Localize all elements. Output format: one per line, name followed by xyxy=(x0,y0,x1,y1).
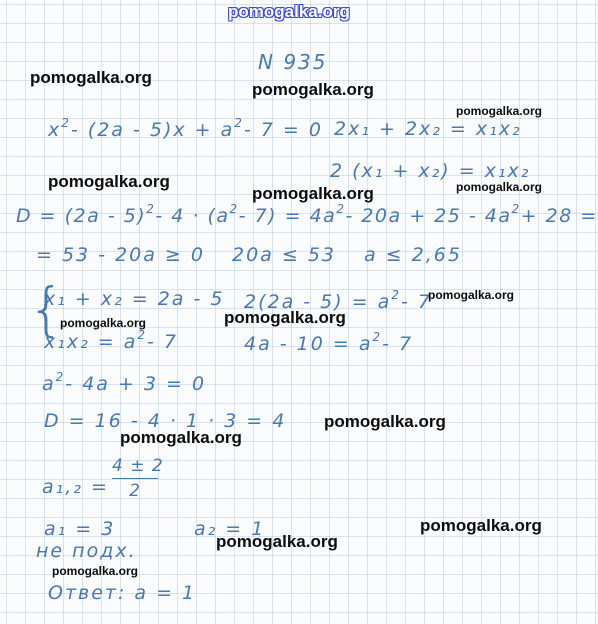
fraction-bar xyxy=(112,478,158,479)
inequality-1: 20a ≤ 53 xyxy=(232,244,336,266)
watermark: pomogalka.org xyxy=(420,516,542,535)
quadratic-in-a: $a^2-$ 4a + 3 = 0 xyxy=(42,370,207,395)
substitution-1: $2(2a - 5) = a^2-$ 7 xyxy=(244,288,432,313)
watermark: pomogalka.org xyxy=(216,532,338,551)
answer: Ответ: a = 1 xyxy=(48,582,197,604)
discriminant-line-2: = 53 - 20a ≥ 0 xyxy=(36,244,205,266)
discriminant-line-1: D = (2a - 5)$^2$- $4 \cdot (a^2-$ $7) = 4a^2-$ $20a + 25 - 4a^2+ 28$ = xyxy=(16,202,598,227)
watermark: pomogalka.org xyxy=(456,180,543,194)
roots-label: a₁,₂ = xyxy=(42,476,109,498)
inequality-2: a ≤ 2,65 xyxy=(364,244,462,266)
vieta-sum: x₁ + x₂ = 2a - 5 xyxy=(44,288,225,310)
substitution-2: $4a - 10 = a^2-$ 7 xyxy=(244,330,414,355)
not-fit-note: не подх. xyxy=(36,540,137,562)
watermark: pomogalka.org xyxy=(252,80,374,99)
system-brace: { xyxy=(28,275,65,343)
watermark: pomogalka.org xyxy=(120,428,242,447)
watermark: pomogalka.org xyxy=(252,184,374,203)
condition-line-2: 2 (x₁ + x₂) = x₁x₂ xyxy=(330,160,531,182)
roots-fraction xyxy=(112,456,164,501)
watermark-top: pomogalka.org xyxy=(228,2,350,21)
watermark: pomogalka.org xyxy=(30,68,152,87)
watermark: pomogalka.org xyxy=(224,308,346,327)
watermark: pomogalka.org xyxy=(456,104,543,118)
roots-numerator: 4 ± 2 xyxy=(112,456,164,476)
watermark: pomogalka.org xyxy=(324,412,446,431)
watermark: pomogalka.org xyxy=(428,288,515,302)
watermark: pomogalka.org xyxy=(48,172,170,191)
vieta-product: $x_1x_2 = a^2-$ 7 xyxy=(44,328,178,353)
root-a2: a₂ = 1 xyxy=(194,518,266,540)
problem-number: N 935 xyxy=(258,50,328,74)
watermark: pomogalka.org xyxy=(60,316,147,330)
main-equation: $x^2-$ $(2a - 5)x + a^2-$ 7 = 0 xyxy=(48,116,323,141)
discriminant-2: D = 16 - 4 · 1 · 3 = 4 xyxy=(44,410,287,432)
roots-denominator: 2 xyxy=(129,481,141,501)
condition-line-1: 2x₁ + 2x₂ = x₁x₂ xyxy=(334,118,522,140)
root-a1: a₁ = 3 xyxy=(44,518,116,540)
watermark: pomogalka.org xyxy=(52,564,139,578)
